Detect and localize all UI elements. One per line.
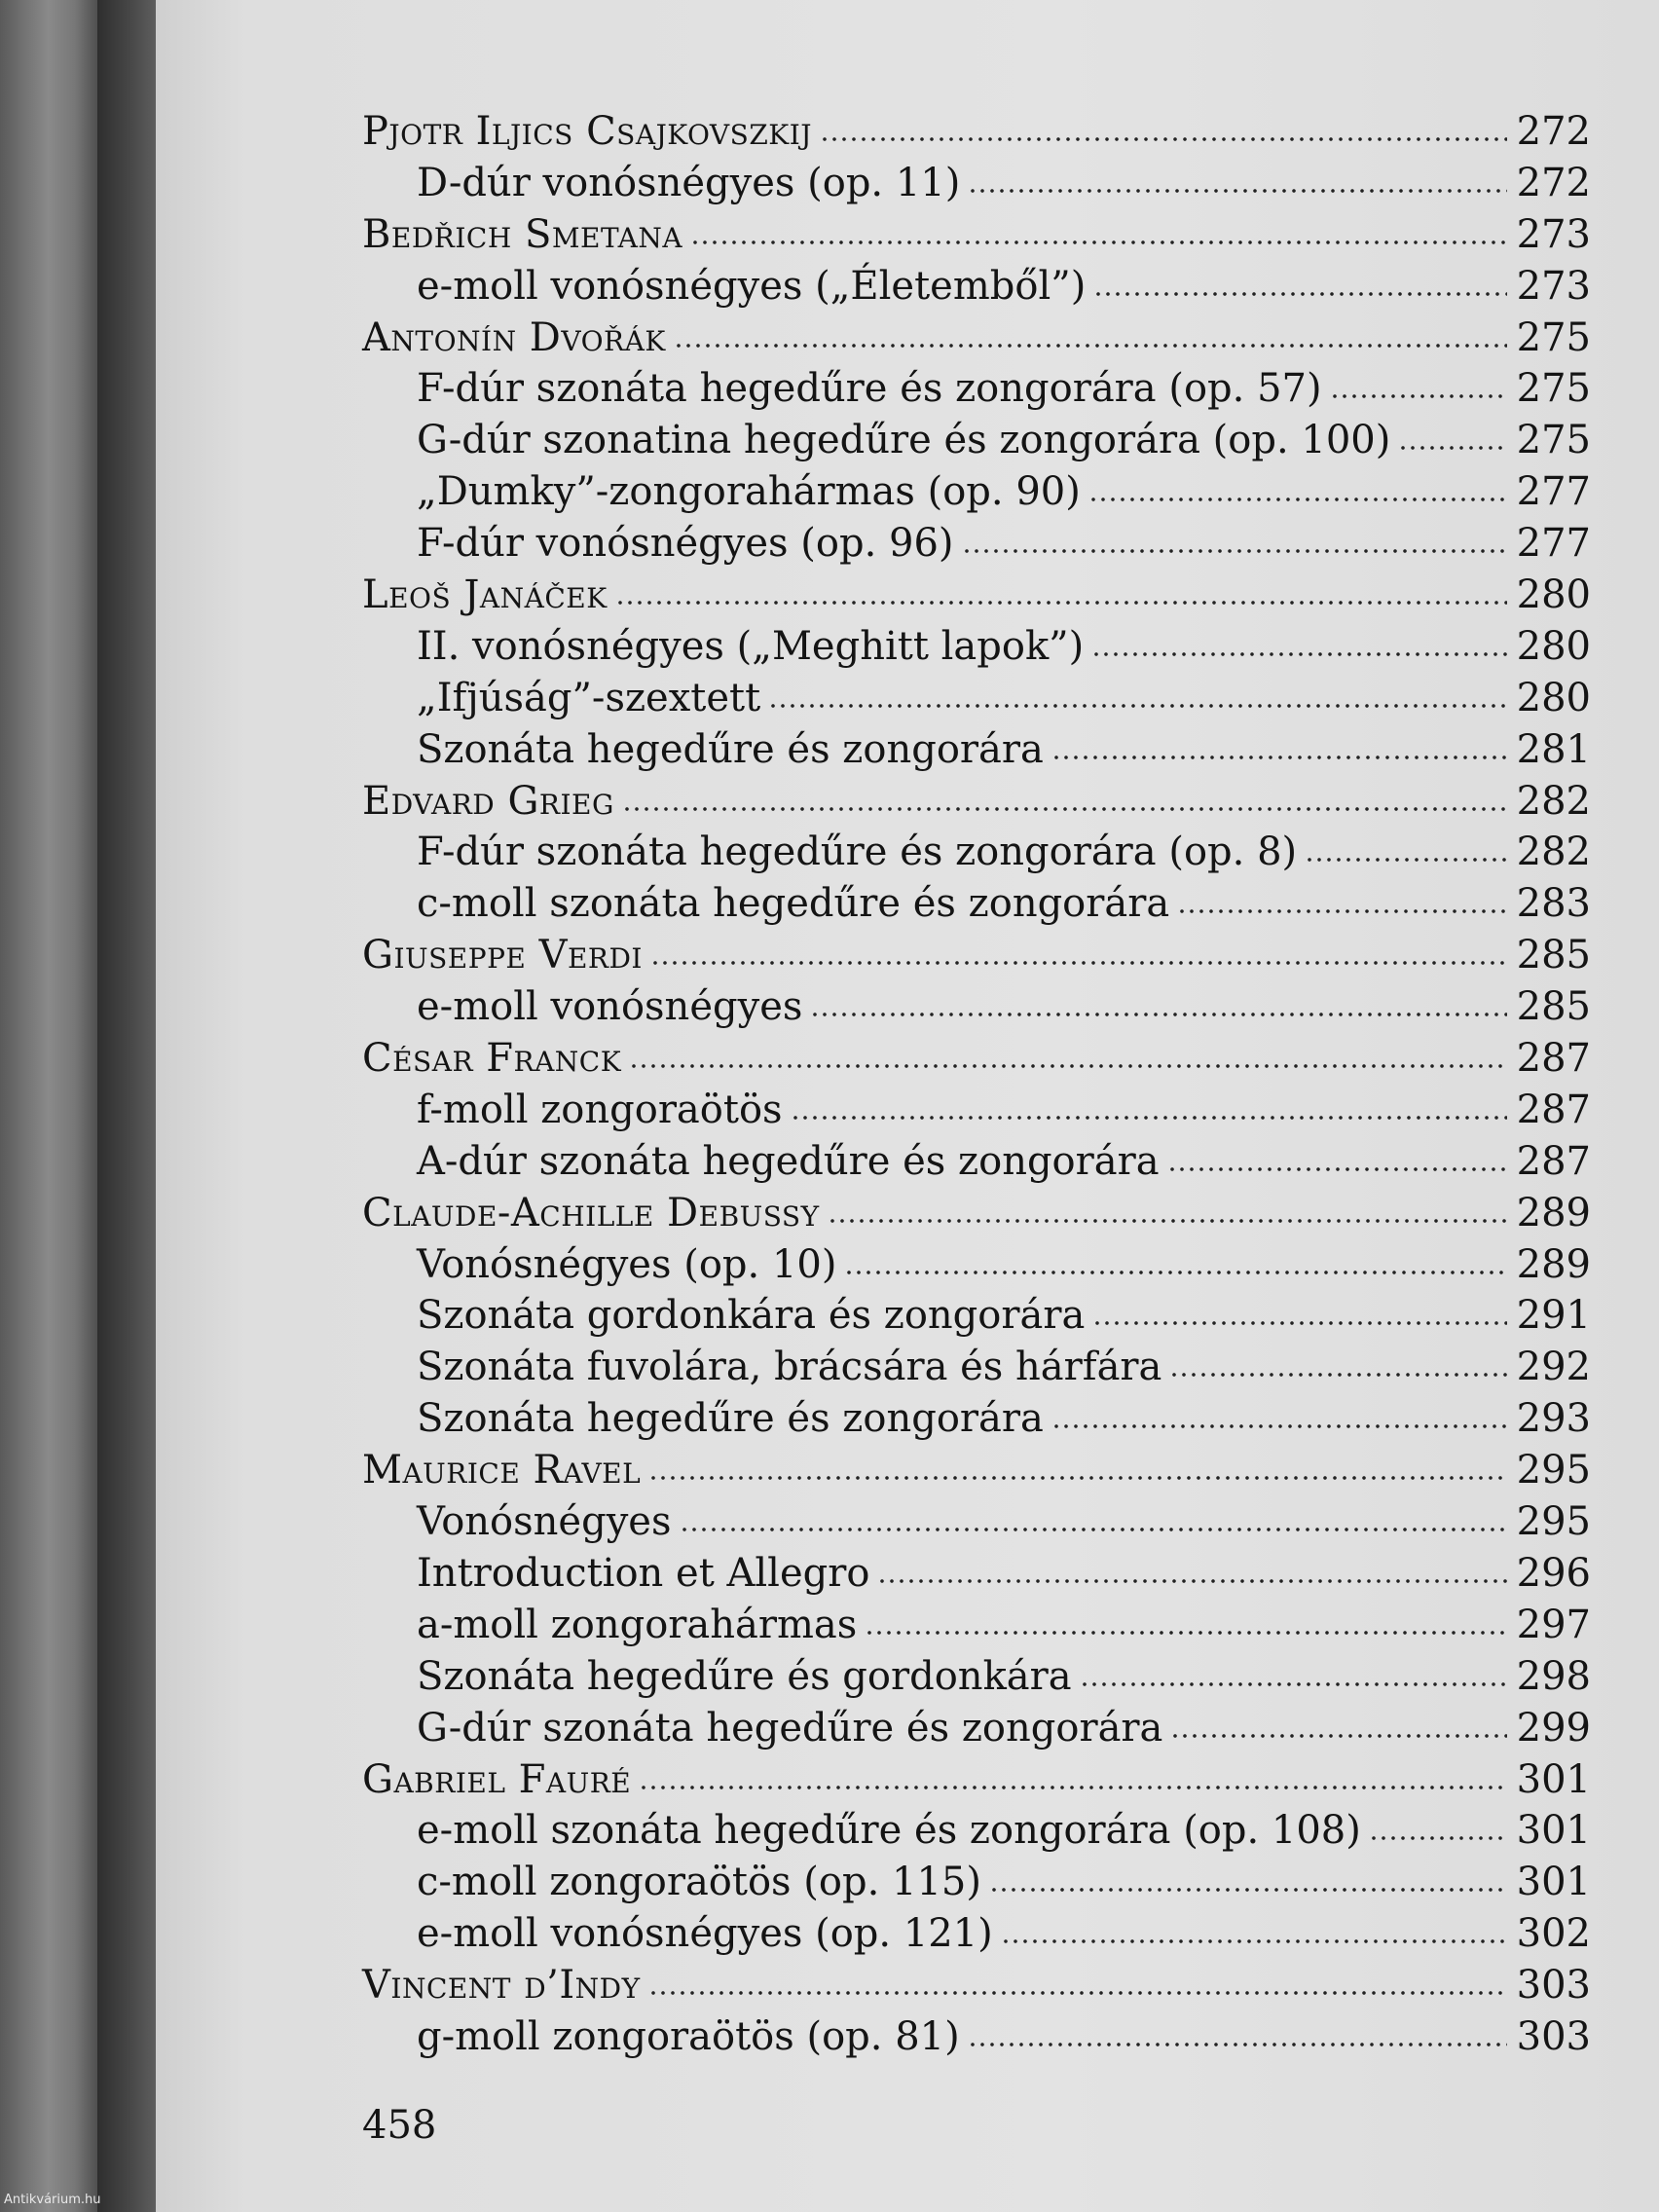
toc-entry-label: g-moll zongoraötös (op. 81)	[417, 2013, 960, 2059]
toc-entry-label: Edvard Grieg	[362, 778, 614, 824]
toc-entry-page-number: 301	[1516, 1756, 1591, 1802]
toc-entry-label: e-moll vonósnégyes („Életemből”)	[417, 263, 1087, 309]
dot-leader	[648, 1473, 1507, 1483]
toc-author-entry	[362, 779, 1591, 830]
dot-leader	[1091, 649, 1507, 659]
dot-leader	[622, 804, 1507, 814]
dot-leader	[877, 1576, 1507, 1586]
dot-leader	[791, 1113, 1507, 1123]
toc-author-entry	[362, 1191, 1591, 1242]
toc-work-entry	[362, 1088, 1591, 1139]
toc-entry-page-number: 287	[1516, 1087, 1591, 1132]
toc-work-entry	[362, 1603, 1591, 1654]
dot-leader	[768, 701, 1507, 711]
dot-leader	[1169, 1370, 1507, 1380]
toc-entry-page-number: 289	[1516, 1190, 1591, 1235]
toc-entry-label: A-dúr szonáta hegedűre és zongorára	[417, 1138, 1160, 1184]
toc-entry-label: Pjotr Iljics Csajkovszkij	[362, 109, 812, 154]
toc-work-entry	[362, 1345, 1591, 1396]
toc-entry-page-number: 282	[1516, 830, 1591, 875]
dot-leader	[1369, 1833, 1507, 1843]
toc-entry-label: César Franck	[362, 1036, 622, 1082]
toc-work-entry	[362, 1706, 1591, 1757]
dot-leader	[1088, 495, 1507, 504]
toc-work-entry	[362, 161, 1591, 212]
toc-entry-label: II. vonósnégyes („Meghitt lapok”)	[417, 623, 1085, 669]
dot-leader	[989, 1885, 1507, 1895]
dot-leader	[810, 1010, 1507, 1019]
toc-entry-label: e-moll vonósnégyes (op. 121)	[417, 1911, 993, 1957]
toc-entry-label: F-dúr vonósnégyes (op. 96)	[417, 521, 954, 567]
toc-entry-label: Giuseppe Verdi	[362, 933, 643, 978]
dot-leader	[1093, 289, 1507, 299]
toc-entry-label: Gabriel Fauré	[362, 1756, 632, 1802]
toc-entry-label: Szonáta fuvolára, brácsára és hárfára	[417, 1345, 1162, 1390]
toc-work-entry	[362, 418, 1591, 469]
toc-entry-label: Claude-Achille Debussy	[362, 1190, 820, 1235]
toc-author-entry	[362, 1757, 1591, 1809]
dot-leader	[962, 546, 1507, 556]
toc-entry-page-number: 289	[1516, 1241, 1591, 1287]
toc-entry-label: Maurice Ravel	[362, 1448, 642, 1493]
toc-entry-page-number: 287	[1516, 1138, 1591, 1184]
toc-work-entry	[362, 984, 1591, 1036]
dot-leader	[828, 1216, 1507, 1226]
toc-entry-page-number: 299	[1516, 1705, 1591, 1751]
toc-entry-page-number: 280	[1516, 675, 1591, 720]
dot-leader	[1167, 1164, 1507, 1174]
toc-entry-page-number: 272	[1516, 109, 1591, 154]
toc-entry-label: F-dúr szonáta hegedűre és zongorára (op. 57)	[417, 366, 1322, 412]
dot-leader	[968, 2040, 1507, 2049]
toc-entry-page-number: 280	[1516, 572, 1591, 618]
dot-leader	[1080, 1679, 1507, 1689]
toc-work-entry	[362, 366, 1591, 418]
dot-leader	[844, 1268, 1507, 1277]
toc-entry-page-number: 291	[1516, 1293, 1591, 1339]
toc-entry-label: „Ifjúság”-szextett	[417, 675, 761, 720]
dot-leader	[648, 1988, 1507, 1998]
toc-entry-label: Bedřich Smetana	[362, 211, 683, 257]
watermark: Antikvárium.hu	[4, 2193, 101, 2207]
toc-work-entry	[362, 1242, 1591, 1294]
table-of-contents	[362, 109, 1591, 2066]
toc-entry-label: Leoš Janáček	[362, 572, 608, 618]
toc-entry-page-number: 277	[1516, 469, 1591, 515]
toc-work-entry	[362, 1293, 1591, 1345]
toc-entry-label: D-dúr vonósnégyes (op. 11)	[417, 160, 961, 205]
toc-entry-label: Vonósnégyes	[417, 1499, 672, 1545]
toc-entry-label: c-moll szonáta hegedűre és zongorára	[417, 881, 1170, 927]
dot-leader	[690, 238, 1507, 247]
toc-entry-label: F-dúr szonáta hegedűre és zongorára (op. 8)	[417, 830, 1298, 875]
dot-leader	[1051, 753, 1507, 762]
toc-work-entry	[362, 1139, 1591, 1191]
dot-leader	[1177, 906, 1507, 916]
toc-entry-label: Vonósnégyes (op. 10)	[417, 1241, 837, 1287]
toc-entry-page-number: 273	[1516, 263, 1591, 309]
toc-author-entry	[362, 212, 1591, 264]
toc-entry-label: Vincent d’Indy	[362, 1963, 641, 2009]
toc-entry-page-number: 280	[1516, 623, 1591, 669]
toc-entry-page-number: 303	[1516, 1963, 1591, 2009]
toc-entry-page-number: 272	[1516, 160, 1591, 205]
toc-entry-label: Szonáta gordonkára és zongorára	[417, 1293, 1086, 1339]
toc-work-entry	[362, 727, 1591, 779]
toc-work-entry	[362, 1396, 1591, 1448]
toc-work-entry	[362, 1499, 1591, 1551]
toc-author-entry	[362, 933, 1591, 984]
toc-work-entry	[362, 1860, 1591, 1911]
toc-entry-page-number: 285	[1516, 933, 1591, 978]
toc-entry-page-number: 303	[1516, 2013, 1591, 2059]
toc-entry-label: a-moll zongorahármas	[417, 1602, 858, 1647]
toc-entry-page-number: 275	[1516, 418, 1591, 463]
dot-leader	[1330, 391, 1507, 401]
toc-entry-label: f-moll zongoraötös	[417, 1087, 783, 1132]
toc-work-entry	[362, 881, 1591, 933]
toc-author-entry	[362, 315, 1591, 367]
dot-leader	[629, 1061, 1507, 1071]
toc-entry-page-number: 301	[1516, 1860, 1591, 1905]
toc-work-entry	[362, 1551, 1591, 1603]
toc-entry-page-number: 275	[1516, 314, 1591, 360]
dot-leader	[820, 134, 1507, 144]
toc-entry-page-number: 282	[1516, 778, 1591, 824]
page-number: 458	[362, 2103, 437, 2148]
toc-author-entry	[362, 1963, 1591, 2014]
toc-entry-page-number: 273	[1516, 211, 1591, 257]
toc-entry-label: Antonín Dvořák	[362, 314, 666, 360]
toc-work-entry	[362, 1911, 1591, 1963]
toc-entry-label: Szonáta hegedűre és zongorára	[417, 726, 1044, 772]
toc-entry-label: Szonáta hegedűre és zongorára	[417, 1396, 1044, 1442]
book-gutter	[97, 0, 156, 2212]
toc-entry-label: c-moll zongoraötös (op. 115)	[417, 1860, 981, 1905]
dot-leader	[674, 341, 1507, 350]
dot-leader	[1092, 1318, 1507, 1328]
toc-entry-label: e-moll vonósnégyes	[417, 984, 803, 1030]
dot-leader	[680, 1525, 1507, 1534]
toc-work-entry	[362, 1654, 1591, 1706]
dot-leader	[1170, 1731, 1507, 1741]
dot-leader	[615, 598, 1507, 608]
dot-leader	[639, 1783, 1507, 1792]
toc-author-entry	[362, 572, 1591, 624]
toc-entry-page-number: 275	[1516, 366, 1591, 412]
toc-entry-page-number: 277	[1516, 521, 1591, 567]
book-spine	[0, 0, 107, 2212]
toc-entry-page-number: 302	[1516, 1911, 1591, 1957]
toc-work-entry	[362, 264, 1591, 315]
toc-entry-page-number: 287	[1516, 1036, 1591, 1082]
toc-work-entry	[362, 624, 1591, 676]
toc-entry-page-number: 285	[1516, 984, 1591, 1030]
toc-entry-page-number: 297	[1516, 1602, 1591, 1647]
toc-entry-page-number: 296	[1516, 1550, 1591, 1596]
toc-entry-page-number: 301	[1516, 1808, 1591, 1854]
toc-entry-page-number: 295	[1516, 1448, 1591, 1493]
dot-leader	[1305, 855, 1507, 865]
toc-work-entry	[362, 469, 1591, 521]
toc-entry-label: G-dúr szonáta hegedűre és zongorára	[417, 1705, 1163, 1751]
toc-work-entry	[362, 676, 1591, 727]
toc-entry-page-number: 283	[1516, 881, 1591, 927]
toc-work-entry	[362, 830, 1591, 881]
toc-author-entry	[362, 1036, 1591, 1088]
toc-work-entry	[362, 2014, 1591, 2066]
toc-entry-label: e-moll szonáta hegedűre és zongorára (op. 108)	[417, 1808, 1361, 1854]
toc-entry-page-number: 298	[1516, 1653, 1591, 1699]
toc-entry-label: Introduction et Allegro	[417, 1550, 870, 1596]
toc-work-entry	[362, 521, 1591, 572]
toc-entry-page-number: 293	[1516, 1396, 1591, 1442]
toc-entry-label: G-dúr szonatina hegedűre és zongorára (op. 100)	[417, 418, 1391, 463]
toc-author-entry	[362, 109, 1591, 161]
toc-entry-label: „Dumky”-zongorahármas (op. 90)	[417, 469, 1081, 515]
dot-leader	[650, 958, 1507, 968]
toc-entry-page-number: 281	[1516, 726, 1591, 772]
toc-work-entry	[362, 1808, 1591, 1860]
toc-author-entry	[362, 1448, 1591, 1499]
toc-entry-page-number: 292	[1516, 1345, 1591, 1390]
toc-entry-page-number: 295	[1516, 1499, 1591, 1545]
dot-leader	[1051, 1421, 1507, 1431]
dot-leader	[1398, 443, 1507, 453]
dot-leader	[968, 186, 1507, 196]
dot-leader	[1001, 1936, 1507, 1946]
toc-entry-label: Szonáta hegedűre és gordonkára	[417, 1653, 1072, 1699]
dot-leader	[865, 1628, 1507, 1638]
